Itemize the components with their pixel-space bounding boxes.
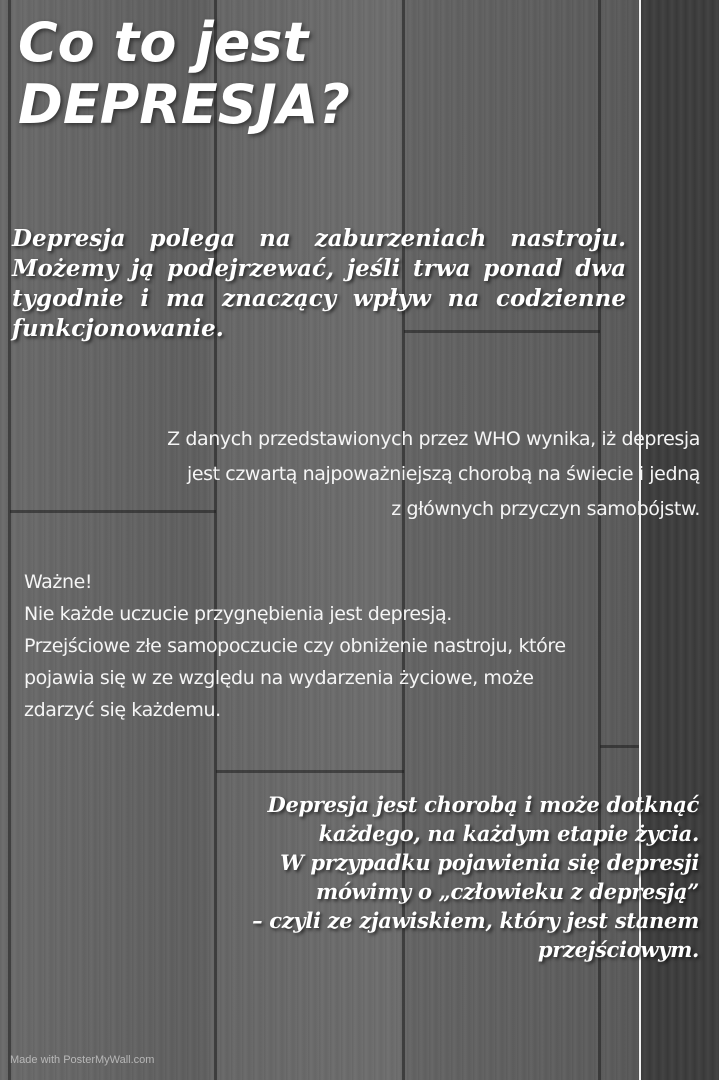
who-line: z głównych przyczyn samobójstw. <box>391 498 700 520</box>
closing-line: W przypadku pojawienia się depresji <box>280 850 699 875</box>
wood-plank-joint <box>216 770 404 773</box>
important-line: Przejściowe złe samopoczucie czy obniżenie nastroju, które <box>24 635 566 657</box>
important-heading: Ważne! <box>24 571 93 593</box>
title-line-1: Co to jest <box>18 11 309 74</box>
important-line: pojawia się w ze względu na wydarzenia życiowe, może <box>24 667 534 689</box>
poster-title <box>18 12 350 136</box>
watermark-text: Made with PosterMyWall.com <box>10 1054 155 1066</box>
closing-paragraph <box>139 790 699 964</box>
closing-line: Depresja jest chorobą i może dotknąć <box>267 792 699 817</box>
important-line: Nie każde uczucie przygnębienia jest depresją. <box>24 603 452 625</box>
who-statistic-paragraph <box>80 422 700 527</box>
intro-paragraph: Depresja polega na zaburzeniach nastroju. Możemy ją podejrzewać, jeśli trwa ponad dwa tygodnie i ma znaczący wpływ na codzienne funkcjonowanie. <box>12 225 626 342</box>
title-line-2: DEPRESJA? <box>18 73 350 136</box>
closing-line: – czyli ze zjawiskiem, który jest stanem <box>252 908 699 933</box>
important-note <box>24 566 664 726</box>
closing-line: mówimy o „człowieku z depresją” <box>316 879 699 904</box>
closing-line: przejściowym. <box>537 937 699 962</box>
closing-line: każdego, na każdym etapie życia. <box>318 821 699 846</box>
who-line: Z danych przedstawionych przez WHO wynika, iż depresja <box>167 428 700 450</box>
important-line: zdarzyć się każdemu. <box>24 699 221 721</box>
wood-plank-seam <box>8 0 11 1080</box>
who-line: jest czwartą najpoważniejszą chorobą na świecie i jedną <box>186 463 700 485</box>
